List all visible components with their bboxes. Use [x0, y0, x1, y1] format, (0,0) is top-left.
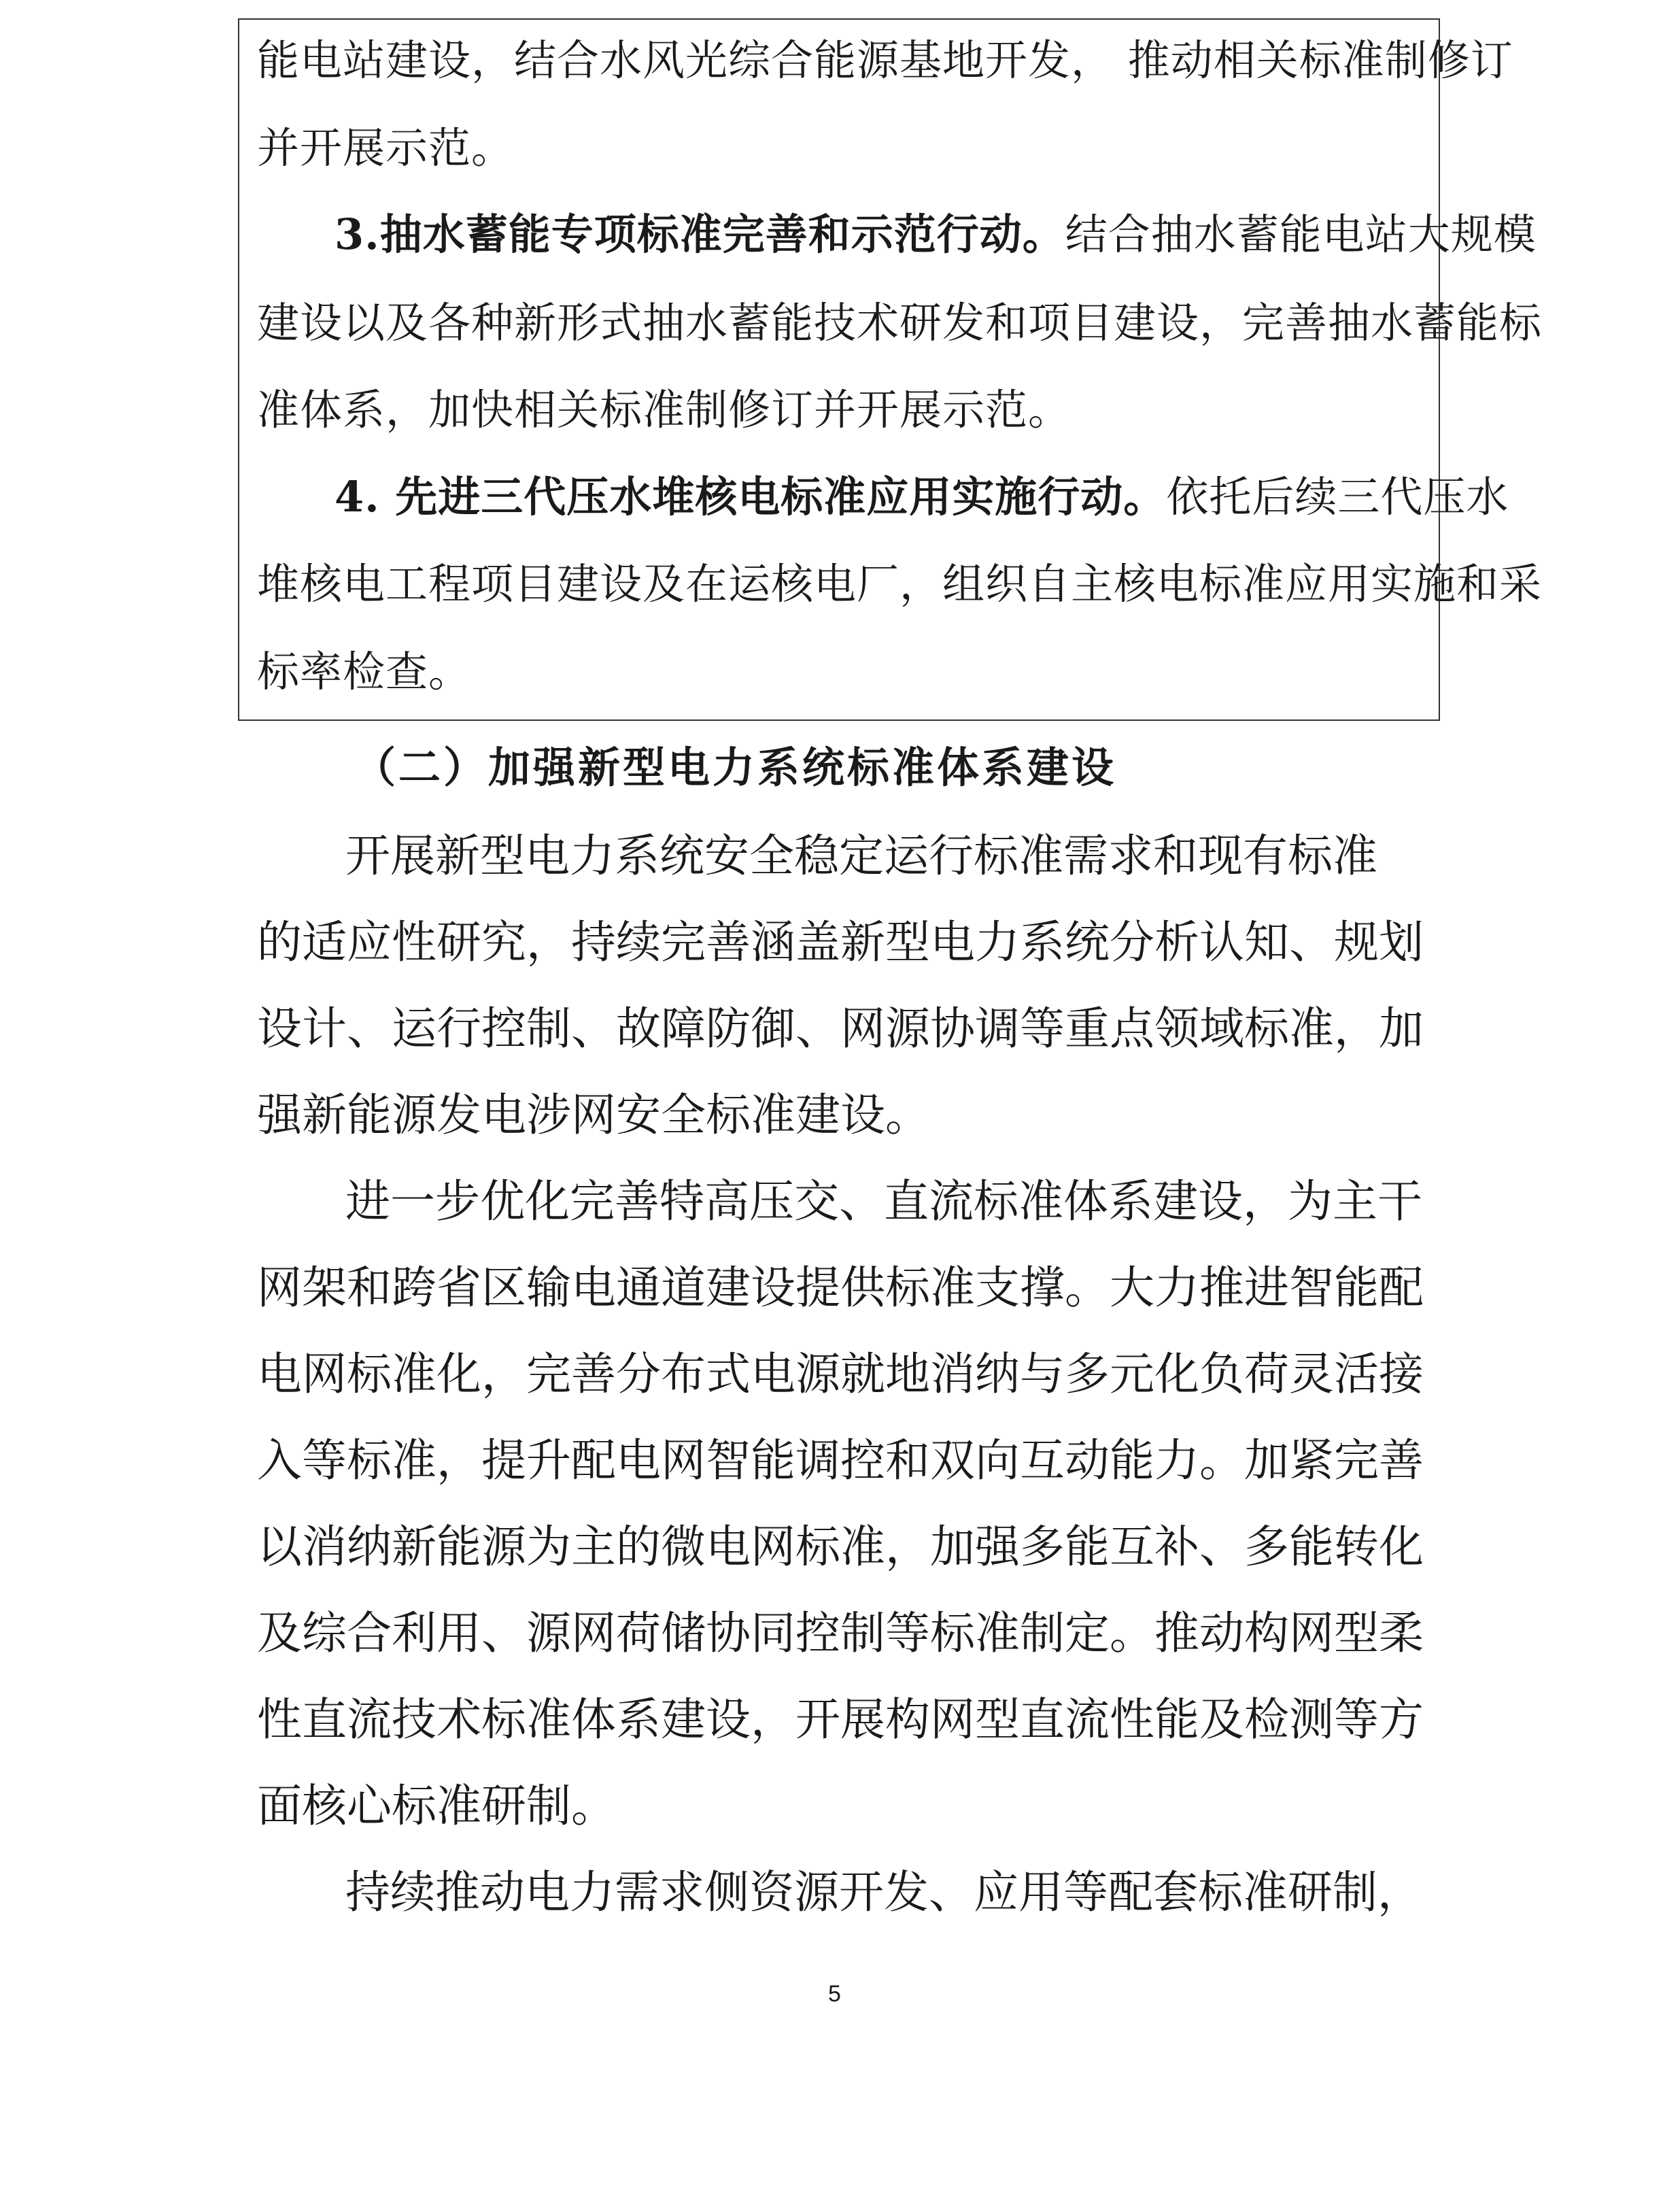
paragraph-line: 的适应性研究，持续完善涵盖新型电力系统分析认知、规划	[257, 916, 1424, 968]
box-line: 标率检查。	[257, 647, 472, 696]
page-number: 5	[828, 1981, 841, 2007]
paragraph-line: 以消纳新能源为主的微电网标准，加强多能互补、多能转化	[257, 1521, 1424, 1573]
section-heading: （二）加强新型电力系统标准体系建设	[354, 743, 1117, 792]
box-line: 准体系，加快相关标准制修订并开展示范。	[257, 385, 1072, 435]
box-line: 能电站建设，结合水风光综合能源基地开发， 推动相关标准制修订	[257, 35, 1513, 85]
box-line: 建设以及各种新形式抽水蓄能技术研发和项目建设，完善抽水蓄能标	[257, 298, 1543, 348]
paragraph-line: 性直流技术标准体系建设，开展构网型直流性能及检测等方	[257, 1693, 1424, 1746]
box-line: 堆核电工程项目建设及在运核电厂，组织自主核电标准应用实施和采	[257, 559, 1543, 609]
paragraph-line: 进一步优化完善特高压交、直流标准体系建设，为主干	[345, 1175, 1422, 1227]
paragraph-line: 持续推动电力需求侧资源开发、应用等配套标准研制，	[345, 1866, 1422, 1918]
paragraph-line: 入等标准，提升配电网智能调控和双向互动能力。加紧完善	[257, 1434, 1424, 1487]
action-3-title: 3.抽水蓄能专项标准完善和示范行动。	[335, 209, 1065, 259]
action-3-text: 结合抽水蓄能电站大规模	[1065, 209, 1537, 259]
paragraph-line: 电网标准化，完善分布式电源就地消纳与多元化负荷灵活接	[257, 1348, 1424, 1400]
paragraph-line: 设计、运行控制、故障防御、网源协调等重点领域标准，加	[257, 1002, 1424, 1055]
box-line: 并开展示范。	[257, 123, 515, 173]
action-4-title: 4. 先进三代压水堆核电标准应用实施行动。	[335, 472, 1167, 522]
action-4-text: 依托后续三代压水	[1166, 472, 1509, 522]
paragraph-line: 开展新型电力系统安全稳定运行标准需求和现有标准	[345, 830, 1377, 882]
paragraph-line: 面核心标准研制。	[257, 1780, 616, 1832]
paragraph-line: 及综合利用、源网荷储协同控制等标准制定。推动构网型柔	[257, 1607, 1424, 1659]
paragraph-line: 网架和跨省区输电通道建设提供标准支撑。大力推进智能配	[257, 1261, 1424, 1314]
box-line-action-3	[335, 209, 1537, 259]
box-line-action-4	[335, 472, 1509, 522]
paragraph-line: 强新能源发电涉网安全标准建设。	[257, 1089, 930, 1141]
